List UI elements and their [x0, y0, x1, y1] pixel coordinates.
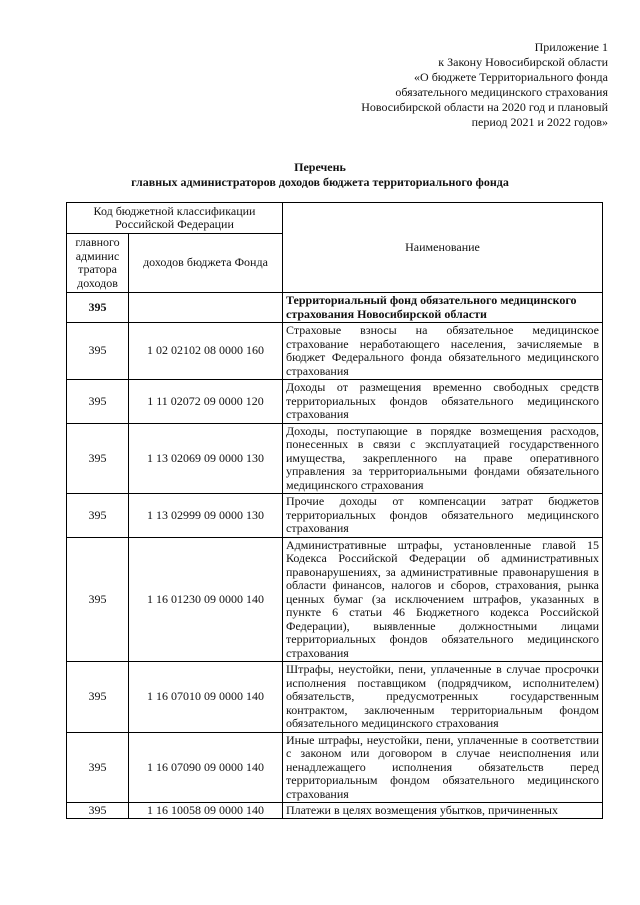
row-admin-code: 395 [67, 323, 129, 380]
row-revenue-name: Иные штрафы, неустойки, пени, уплаченные в соответствии с законом или договором в случае неисполнения или ненадлежащего исполнения обязательств перед территориальным фондом обязательного медицинского страхования [283, 732, 603, 803]
title-line: Перечень [294, 160, 346, 174]
row-revenue-name-text: Платежи в целях возмещения убытков, причиненных [286, 804, 558, 817]
row-admin-code: 395 [67, 732, 129, 803]
row-revenue-name: Прочие доходы от компенсации затрат бюджетов территориальных фондов обязательного медицинского страхования [283, 494, 603, 538]
table-row [67, 423, 603, 494]
row-admin-code: 395 [67, 662, 129, 733]
row-revenue-code: 1 16 07090 09 0000 140 [129, 732, 283, 803]
row-revenue-code: 1 13 02069 09 0000 130 [129, 423, 283, 494]
table-row [67, 732, 603, 803]
appendix-line: период 2021 и 2022 годов» [471, 115, 608, 129]
row-revenue-code: 1 02 02102 08 0000 160 [129, 323, 283, 380]
header-classification-code: Код бюджетной классификации Российской Федерации [67, 203, 283, 234]
row-revenue-code-text: 1 16 10058 09 0000 140 [147, 804, 264, 817]
row-admin-code: 395 [67, 537, 129, 662]
org-revenue-code [129, 293, 283, 323]
appendix-line: к Закону Новосибирской области [438, 55, 608, 69]
header-fund-revenue: доходов бюджета Фонда [129, 234, 283, 293]
row-revenue-code: 1 16 01230 09 0000 140 [129, 537, 283, 662]
row-revenue-name [283, 803, 603, 819]
table-header-row [67, 203, 603, 234]
title-line: главных администраторов доходов бюджета территориального фонда [131, 175, 509, 189]
administrators-table [66, 202, 603, 819]
appendix-block [361, 40, 608, 130]
row-admin-code: 395 [67, 494, 129, 538]
row-revenue-name: Административные штрафы, установленные главой 15 Кодекса Российской Федерации об административных правонарушениях, за административные правонарушения в области финансов, налогов и сборов, страхования, рынка ценных бумаг (за исключением штрафов, указанных в пункте 6 статьи 46 Бюджетного кодекса Российской Федерации), выявленные должностными лицами территориальных фондов обязательного медицинского страхования [283, 537, 603, 662]
document-title [0, 160, 640, 190]
header-name: Наименование [283, 203, 603, 293]
table-row [67, 323, 603, 380]
table-row [67, 662, 603, 733]
row-revenue-name: Штрафы, неустойки, пени, уплаченные в случае просрочки исполнения поставщиком (подрядчиком, исполнителем) обязательств, предусмотренных государственным контрактом, заключенным территориальным фондом обязательного медицинского страхования [283, 662, 603, 733]
row-admin-code-text: 395 [88, 804, 107, 817]
row-admin-code [67, 803, 129, 819]
row-revenue-name: Страховые взносы на обязательное медицинское страхование неработающего населения, зачисляемые в бюджет Федерального фонда обязательного медицинского страхования [283, 323, 603, 380]
appendix-line: обязательного медицинского страхования [395, 85, 608, 99]
header-main-administrator: главного админис тратора доходов [67, 234, 129, 293]
table-row [67, 803, 603, 819]
row-revenue-code: 1 11 02072 09 0000 120 [129, 380, 283, 424]
appendix-line: Новосибирской области на 2020 год и плановый [361, 100, 608, 114]
table-row [67, 380, 603, 424]
row-admin-code: 395 [67, 380, 129, 424]
org-admin-code: 395 [67, 293, 129, 323]
row-revenue-code [129, 803, 283, 819]
row-revenue-name: Доходы от размещения временно свободных средств территориальных фондов обязательного медицинского страхования [283, 380, 603, 424]
row-admin-code: 395 [67, 423, 129, 494]
org-name: Территориальный фонд обязательного медицинского страхования Новосибирской области [283, 293, 603, 323]
table-row-organization [67, 293, 603, 323]
row-revenue-name: Доходы, поступающие в порядке возмещения расходов, понесенных в связи с эксплуатацией государственного имущества, закрепленного на праве оперативного управления за территориальными фондами обязательного медицинского страхования [283, 423, 603, 494]
row-revenue-code: 1 13 02999 09 0000 130 [129, 494, 283, 538]
appendix-line: «О бюджете Территориального фонда [414, 70, 608, 84]
table-row [67, 494, 603, 538]
row-revenue-code: 1 16 07010 09 0000 140 [129, 662, 283, 733]
table-row [67, 537, 603, 662]
appendix-line: Приложение 1 [534, 40, 608, 54]
